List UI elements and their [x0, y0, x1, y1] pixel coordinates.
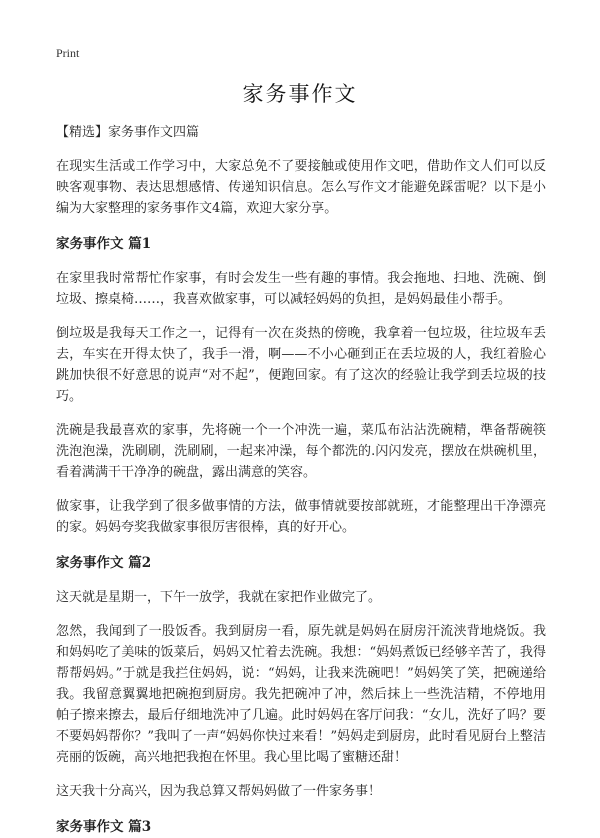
section-1-paragraph-4: 做家事，让我学到了很多做事情的方法，做事情就要按部就班，才能整理出干净漂亮的家。妈妈夸奖我做家事很厉害很棒，真的好开心。 — [56, 499, 546, 535]
section-1-paragraph-3: 洗碗是我最喜欢的家事，先将碗一个一个冲洗一遍，菜瓜布沾沾洗碗精，準备帮碗筷洗泡泡澡，洗刷刷，洗刷刷，一起来冲澡，每个都洗的.闪闪发亮，摆放在烘碗机里，看着满满干干净净的碗盘，露出满意的笑容。 — [56, 423, 546, 480]
page-title: 家务事作文 — [242, 82, 358, 106]
section-1-paragraph-1: 在家里我时常帮忙作家事，有时会发生一些有趣的事情。我会拖地、扫地、洗碗、倒垃圾、擦桌椅……，我喜欢做家事，可以减轻妈妈的负担，是妈妈最佳小帮手。 — [56, 271, 546, 307]
section-2-paragraph-2: 忽然，我闻到了一股饭香。我到厨房一看，原先就是妈妈在厨房汗流浃背地烧饭。我和妈妈吃了美味的饭菜后，妈妈又忙着去洗碗。我想：“妈妈煮饭已经够辛苦了，我得帮帮妈妈。”于就是我拦住妈妈，说：“妈妈，让我来洗碗吧！”妈妈笑了笑，把碗递给我。我留意翼翼地把碗抱到厨房。我先把碗冲了冲，然后抹上一些洗洁精，不停地用帕子擦来擦去，最后仔细地洗冲了几遍。此时妈妈在客厅问我：“女儿，洗好了吗？要不要妈妈帮你？”我叫了一声“妈妈你快过来看！”妈妈走到厨房，此时看见厨台上整洁亮丽的饭碗，高兴地把我抱在怀里。我心里比喝了蜜糖还甜！ — [56, 624, 546, 765]
section-2-paragraph-3: 这天我十分高兴，因为我总算又帮妈妈做了一件家务事！ — [56, 784, 382, 799]
print-label: Print — [56, 46, 80, 60]
section-1-paragraph-2: 倒垃圾是我每天工作之一，记得有一次在炎热的傍晚，我拿着一包垃圾，往垃圾车丢去，车实在开得太快了，我手一滑，啊——不小心砸到正在丢垃圾的人，我红着脸心跳加快很不好意思的说声“对不起”，便跑回家。有了这次的经验让我学到丢垃圾的技巧。 — [56, 326, 546, 404]
section-heading-3: 家务事作文 篇3 — [56, 819, 152, 835]
section-heading-2: 家务事作文 篇2 — [56, 555, 152, 571]
section-heading-1: 家务事作文 篇1 — [56, 236, 152, 252]
section-2-paragraph-1: 这天就是星期一，下午一放学，我就在家把作业做完了。 — [56, 590, 382, 605]
article-body — [56, 122, 546, 838]
intro-paragraph: 在现实生活或工作学习中，大家总免不了要接触或使用作文吧，借助作文人们可以反映客观事物、表达思想感情、传递知识信息。怎么写作文才能避免踩雷呢？以下是小编为大家整理的家务事作文4篇，欢迎大家分享。 — [56, 159, 546, 216]
article-subtitle: 【精选】家务事作文四篇 — [56, 125, 200, 140]
